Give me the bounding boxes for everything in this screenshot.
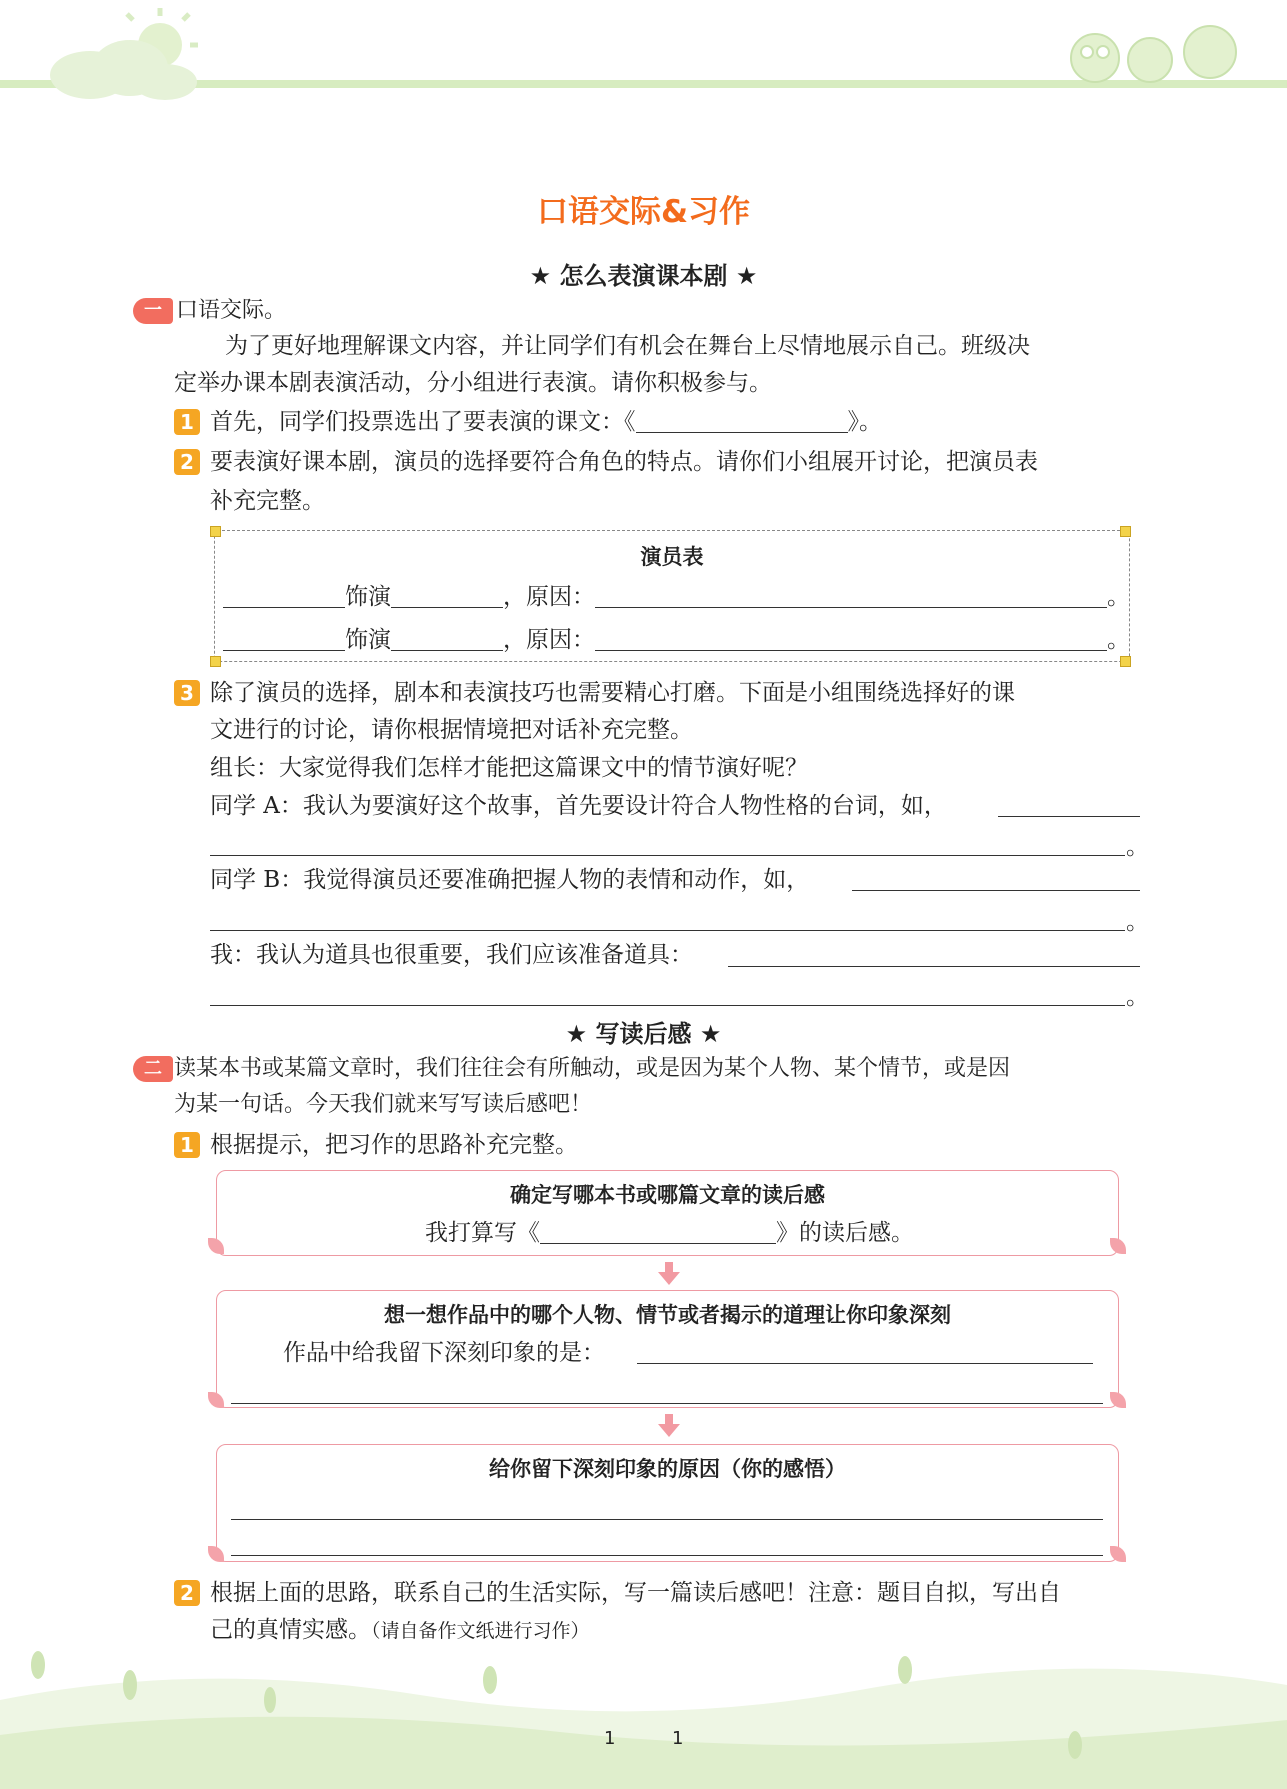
- outline-box-reason: [216, 1444, 1119, 1562]
- student-a-period: 。: [1126, 834, 1149, 860]
- cast-row-2-role-word: 饰演: [345, 627, 391, 653]
- dialogue-student-a: 同学 A：我认为要演好这个故事，首先要设计符合人物性格的台词，如，: [210, 793, 947, 819]
- book-title-blank[interactable]: [540, 1217, 776, 1244]
- corner-handle-tr: [1120, 526, 1131, 537]
- outline-box-choose-book: [216, 1170, 1119, 1256]
- reason-blank-2[interactable]: [595, 624, 1107, 651]
- box1-title: 确定写哪本书或哪篇文章的读后感: [510, 1183, 825, 1207]
- question-3-line1: 除了演员的选择，剧本和表演技巧也需要精心打磨。下面是小组围绕选择好的课: [210, 680, 1015, 706]
- student-b-blank-1[interactable]: [852, 890, 1140, 891]
- question-number-1: 1: [174, 409, 200, 435]
- box1-line: [425, 1215, 914, 1252]
- dialogue-me: 我：我认为道具也很重要，我们应该准备道具：: [210, 942, 693, 968]
- section2-intro-line2: 为某一句话。今天我们就来写写读后感吧！: [174, 1092, 593, 1117]
- actor-name-blank-2[interactable]: [223, 624, 345, 651]
- page-number-right: 1: [672, 1728, 684, 1749]
- intro-paragraph-line1: 为了更好地理解课文内容，并让同学们有机会在舞台上尽情地展示自己。班级决: [225, 333, 1030, 359]
- flow-arrow-down-icon: [658, 1272, 680, 1285]
- question-number-3: 3: [174, 680, 200, 706]
- box1-suffix: 》的读后感。: [776, 1220, 914, 1246]
- student-b-blank-2[interactable]: [210, 930, 1125, 931]
- corner-handle-bl: [210, 656, 221, 667]
- section-heading-performance: ★ 怎么表演课本剧 ★: [529, 262, 758, 290]
- dialogue-student-b: 同学 B：我觉得演员还要准确把握人物的表情和动作，如，: [210, 867, 810, 893]
- section2-question-number-2: 2: [174, 1580, 200, 1606]
- question-1-suffix: 》。: [847, 409, 882, 435]
- intro-paragraph-line2: 定举办课本剧表演活动，分小组进行表演。请你积极参与。: [174, 370, 772, 396]
- impression-blank-2[interactable]: [231, 1403, 1103, 1404]
- lesson-title-blank[interactable]: [636, 406, 848, 433]
- corner-handle-br: [1120, 656, 1131, 667]
- corner-handle-tl: [210, 526, 221, 537]
- box2-title: 想一想作品中的哪个人物、情节或者揭示的道理让你印象深刻: [384, 1303, 951, 1327]
- role-name-blank-2[interactable]: [391, 624, 503, 651]
- section2-question-2-main: 己的真情实感。: [210, 1617, 371, 1643]
- question-1: [210, 404, 882, 441]
- section-heading-reading-reflection: ★ 写读后感 ★: [565, 1020, 722, 1048]
- section2-question-2-line1: 根据上面的思路，联系自己的生活实际，写一篇读后感吧！注意：题目自拟，写出自: [210, 1580, 1061, 1606]
- section2-intro-line1: 读某本书或某篇文章时，我们往往会有所触动，或是因为某个人物、某个情节，或是因: [174, 1056, 1011, 1081]
- props-blank-1[interactable]: [728, 966, 1140, 967]
- reason-blank-line-1[interactable]: [231, 1519, 1103, 1520]
- actor-name-blank-1[interactable]: [223, 581, 345, 608]
- section-badge-1: 一: [133, 298, 173, 324]
- cast-row-1-role-word: 饰演: [345, 584, 391, 610]
- cast-table-title: 演员表: [640, 545, 704, 569]
- cast-table: [214, 530, 1130, 662]
- cast-row-2-end: 。: [1107, 627, 1130, 653]
- box2-line: 作品中给我留下深刻印象的是：: [283, 1340, 605, 1366]
- role-name-blank-1[interactable]: [391, 581, 503, 608]
- cast-row-1-reason-label: ，原因：: [503, 584, 595, 610]
- page-title: 口语交际&习作: [536, 194, 751, 230]
- student-b-period: 。: [1126, 909, 1149, 935]
- dialogue-leader: 组长：大家觉得我们怎样才能把这篇课文中的情节演好呢？: [210, 755, 808, 781]
- flow-arrow-stem-2: [665, 1414, 673, 1424]
- cast-row-1-end: 。: [1107, 584, 1130, 610]
- box3-title: 给你留下深刻印象的原因（你的感悟）: [489, 1457, 846, 1481]
- header-decoration: [0, 0, 1287, 110]
- page-number-left: 1: [604, 1728, 616, 1749]
- section2-question-number-1: 1: [174, 1132, 200, 1158]
- props-blank-2[interactable]: [210, 1005, 1125, 1006]
- question-3-line2: 文进行的讨论，请你根据情境把对话补充完整。: [210, 717, 693, 743]
- student-a-blank-1[interactable]: [998, 816, 1140, 817]
- question-2-line1: 要表演好课本剧，演员的选择要符合角色的特点。请你们小组展开讨论，把演员表: [210, 449, 1038, 475]
- cast-row-2-reason-label: ，原因：: [503, 627, 595, 653]
- flow-arrow-stem-1: [665, 1262, 673, 1272]
- cast-row-1: [223, 579, 1130, 616]
- question-number-2: 2: [174, 449, 200, 475]
- section1-title: 口语交际。: [176, 298, 287, 323]
- student-a-blank-2[interactable]: [210, 855, 1125, 856]
- props-period: 。: [1126, 984, 1149, 1010]
- box1-prefix: 我打算写《: [425, 1220, 540, 1246]
- flow-arrow-down-icon: [658, 1424, 680, 1437]
- question-1-prefix: 首先，同学们投票选出了要表演的课文：《: [210, 409, 636, 435]
- section2-question-1: 根据提示，把习作的思路补充完整。: [210, 1132, 578, 1158]
- question-2-line2: 补充完整。: [210, 488, 325, 514]
- impression-blank-1[interactable]: [637, 1363, 1093, 1364]
- cartoon-animals-icon: [1071, 26, 1236, 82]
- outline-box-impression: [216, 1290, 1119, 1408]
- footer-landscape: [0, 1640, 1287, 1789]
- reason-blank-line-2[interactable]: [231, 1555, 1103, 1556]
- cast-row-2: [223, 622, 1130, 659]
- reason-blank-1[interactable]: [595, 581, 1107, 608]
- section-badge-2: 二: [133, 1056, 173, 1082]
- section2-question-2-note: （请自备作文纸进行习作）: [371, 1620, 590, 1642]
